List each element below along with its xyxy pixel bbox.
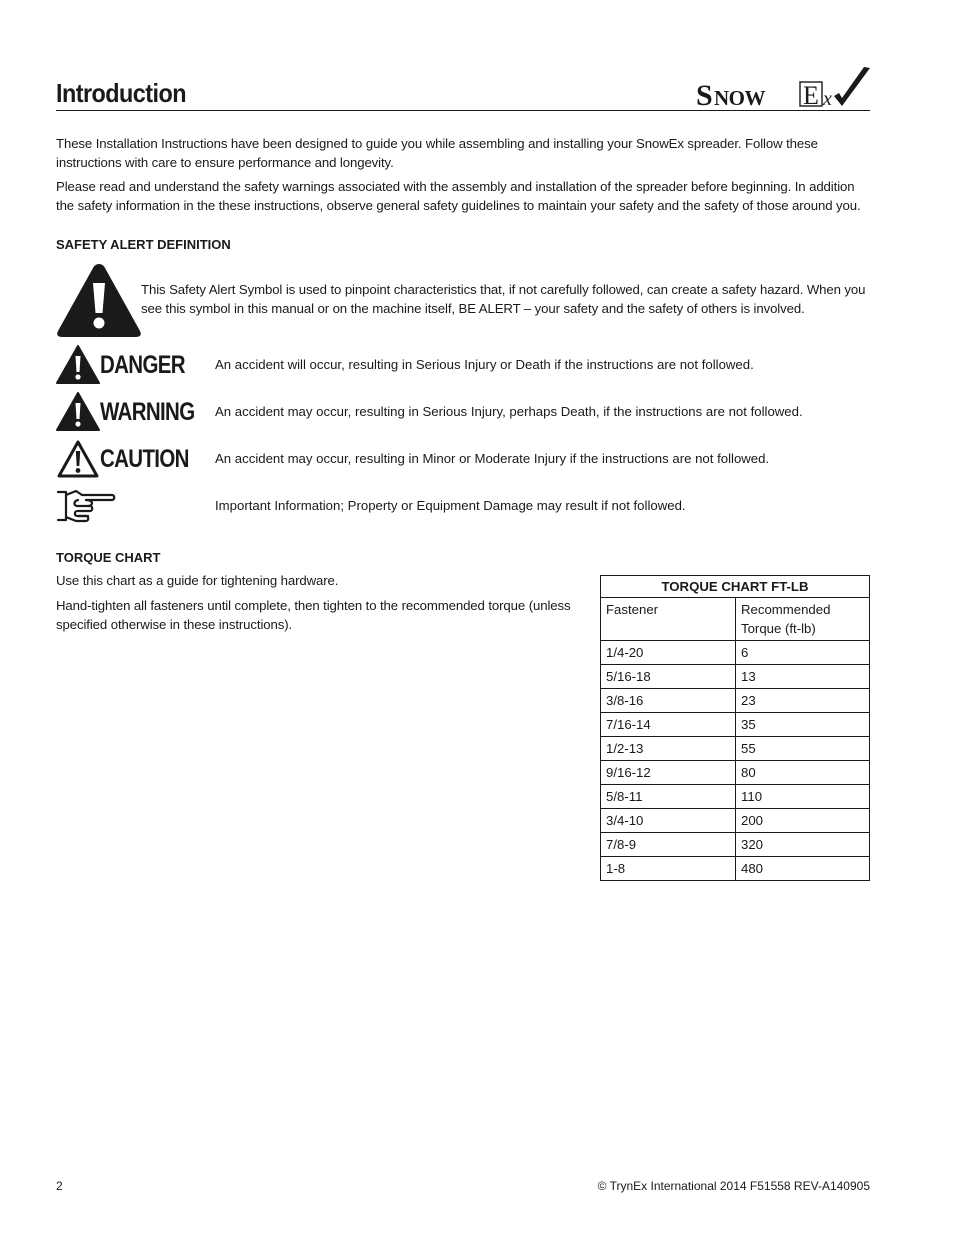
fastener-cell: 1-8	[601, 857, 736, 881]
torque-cell: 35	[736, 713, 870, 737]
table-caption: TORQUE CHART FT-LB	[601, 576, 870, 598]
danger-label: DANGER	[100, 351, 185, 379]
caution-row	[56, 439, 870, 479]
column-header-torque-line1: Recommended	[741, 602, 831, 617]
table-row	[601, 833, 870, 857]
alert-triangle-outline-icon	[56, 439, 100, 479]
torque-cell: 6	[736, 641, 870, 665]
safety-heading: SAFETY ALERT DEFINITION	[56, 237, 231, 252]
fastener-cell: 5/8-11	[601, 785, 736, 809]
torque-cell: 80	[736, 761, 870, 785]
fastener-cell: 5/16-18	[601, 665, 736, 689]
notice-row	[56, 486, 870, 526]
torque-cell: 55	[736, 737, 870, 761]
page-number: 2	[56, 1179, 63, 1193]
caution-description: An accident may occur, resulting in Minor or Moderate Injury if the instructions are not followed.	[215, 451, 770, 466]
torque-cell: 13	[736, 665, 870, 689]
table-row	[601, 689, 870, 713]
intro-paragraph-1: These Installation Instructions have been designed to guide you while assembling and installing your SnowEx spreader. Follow these instructions with care to ensure performance and longevity.	[56, 136, 818, 170]
fastener-cell: 7/16-14	[601, 713, 736, 737]
intro-paragraph-2: Please read and understand the safety warnings associated with the assembly and installation of the spreader before beginning. In addition the safety information in the these instructions, observe general safety guidelines to maintain your safety and the safety of those around you.	[56, 179, 861, 213]
snowex-logo	[694, 64, 874, 110]
caution-label: CAUTION	[100, 445, 189, 473]
svg-text:E: E	[803, 81, 819, 110]
alert-triangle-icon	[56, 345, 100, 385]
fastener-cell: 7/8-9	[601, 833, 736, 857]
torque-cell: 480	[736, 857, 870, 881]
table-row	[601, 785, 870, 809]
svg-text:x: x	[823, 88, 832, 110]
table-row	[601, 857, 870, 881]
safety-alert-triangle-icon	[56, 261, 142, 338]
warning-label: WARNING	[100, 398, 195, 426]
fastener-cell: 1/4-20	[601, 641, 736, 665]
column-header-fastener: Fastener	[601, 598, 736, 641]
alert-triangle-icon	[56, 392, 100, 432]
fastener-cell: 3/8-16	[601, 689, 736, 713]
warning-description: An accident may occur, resulting in Serious Injury, perhaps Death, if the instructions are not followed.	[215, 404, 803, 419]
table-row	[601, 713, 870, 737]
table-row	[601, 665, 870, 689]
pointing-hand-icon	[56, 486, 116, 526]
page-title: Introduction	[56, 78, 186, 108]
fastener-cell: 3/4-10	[601, 809, 736, 833]
table-header-row	[601, 598, 870, 641]
torque-heading: TORQUE CHART	[56, 550, 161, 565]
table-row	[601, 737, 870, 761]
table-row	[601, 809, 870, 833]
table-caption-row	[601, 576, 870, 598]
danger-description: An accident will occur, resulting in Serious Injury or Death if the instructions are not followed.	[215, 357, 754, 372]
torque-cell: 320	[736, 833, 870, 857]
footer-copyright: © TrynEx International 2014 F51558 REV-A140905	[597, 1179, 870, 1193]
torque-paragraph-1: Use this chart as a guide for tightening hardware.	[56, 573, 339, 588]
column-header-torque-line2: Torque (ft-lb)	[741, 621, 816, 636]
fastener-cell: 9/16-12	[601, 761, 736, 785]
table-row	[601, 641, 870, 665]
table-row	[601, 761, 870, 785]
column-header-torque	[736, 598, 870, 641]
torque-paragraph-2: Hand-tighten all fasteners until complete, then tighten to the recommended torque (unless specified otherwise in these instructions).	[56, 598, 571, 632]
torque-cell: 23	[736, 689, 870, 713]
notice-description: Important Information; Property or Equipment Damage may result if not followed.	[215, 498, 686, 513]
torque-cell: 110	[736, 785, 870, 809]
torque-cell: 200	[736, 809, 870, 833]
safety-alert-text: This Safety Alert Symbol is used to pinpoint characteristics that, if not carefully followed, can create a safety hazard. When you see this symbol in this manual or on the machine itself, BE ALERT – your safety and the safety of others is involved.	[141, 282, 866, 316]
fastener-cell: 1/2-13	[601, 737, 736, 761]
torque-table	[600, 575, 870, 881]
svg-text:NOW: NOW	[714, 86, 765, 110]
danger-row	[56, 345, 870, 385]
header-divider	[56, 110, 870, 111]
svg-text:S: S	[696, 79, 712, 110]
warning-row	[56, 392, 870, 432]
